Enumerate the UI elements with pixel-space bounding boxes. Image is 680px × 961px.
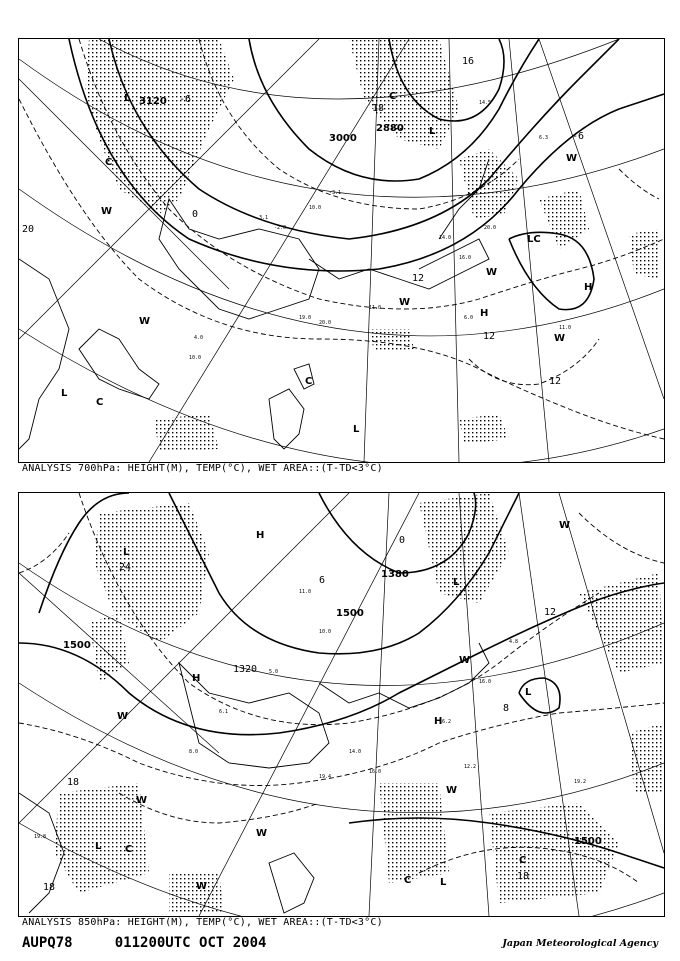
svg-text:19.4: 19.4 <box>319 774 332 780</box>
svg-text:5.0: 5.0 <box>269 669 279 675</box>
center-marker: C <box>105 157 113 168</box>
svg-text:16.2: 16.2 <box>439 719 452 725</box>
temp-label: 12 <box>412 273 425 284</box>
center-marker: C <box>389 91 397 102</box>
svg-text:20.0: 20.0 <box>319 320 332 326</box>
center-marker: L <box>453 577 460 588</box>
temp-label: 12 <box>483 331 496 342</box>
height-label: 3120 <box>139 96 167 107</box>
svg-text:11.0: 11.0 <box>559 325 572 331</box>
height-label: 1320 <box>233 664 258 675</box>
center-marker: H <box>256 530 265 541</box>
temp-label: 6 <box>319 575 326 586</box>
svg-text:10.0: 10.0 <box>309 205 322 211</box>
height-label: 2880 <box>376 123 404 134</box>
svg-text:6.3: 6.3 <box>539 135 549 141</box>
center-marker: W <box>196 881 208 892</box>
center-marker: L <box>353 424 360 435</box>
caption-850hpa: ANALYSIS 850hPa: HEIGHT(M), TEMP(°C), WET AREA::(T-TD<3°C) <box>22 917 383 928</box>
svg-text:20.0: 20.0 <box>484 225 497 231</box>
map-panel-850hpa <box>18 492 665 917</box>
center-marker: W <box>559 520 571 531</box>
temp-label: 16 <box>462 56 475 67</box>
center-marker: H <box>584 282 593 293</box>
center-marker: L <box>123 547 130 558</box>
svg-text:14.0: 14.0 <box>349 749 362 755</box>
svg-text:11.0: 11.0 <box>369 305 382 311</box>
svg-text:4.8: 4.8 <box>509 639 519 645</box>
weather-chart-700hpa <box>19 39 664 462</box>
center-marker: W <box>139 316 151 327</box>
temp-label: 8 <box>503 703 510 714</box>
center-marker: W <box>486 267 498 278</box>
svg-text:16.0: 16.0 <box>479 679 492 685</box>
svg-text:19.8: 19.8 <box>34 834 47 840</box>
center-marker: W <box>446 785 458 796</box>
weather-chart-850hpa <box>19 493 664 916</box>
center-marker: LC <box>527 234 541 245</box>
center-marker: W <box>136 795 148 806</box>
temp-label: 0 <box>192 209 199 220</box>
temp-label: 24 <box>119 562 132 573</box>
height-label: 1380 <box>381 569 409 580</box>
center-marker: L <box>429 126 436 137</box>
center-marker: C <box>125 844 133 855</box>
center-marker: W <box>459 655 471 666</box>
svg-text:12.2: 12.2 <box>464 764 477 770</box>
svg-text:14.0: 14.0 <box>439 235 452 241</box>
svg-text:16.0: 16.0 <box>459 255 472 261</box>
agency-credit: Japan Meteorological Agency <box>502 938 658 949</box>
center-marker: H <box>434 716 443 727</box>
svg-text:4.0: 4.0 <box>194 335 204 341</box>
center-marker: W <box>554 333 566 344</box>
center-marker: W <box>101 206 113 217</box>
svg-text:6.1: 6.1 <box>219 709 229 715</box>
center-marker: H <box>192 673 201 684</box>
map-panel-700hpa <box>18 38 665 463</box>
bulletin-datetime: 011200UTC OCT 2004 <box>114 935 267 951</box>
svg-text:11.0: 11.0 <box>299 589 312 595</box>
center-marker: W <box>399 297 411 308</box>
temp-label: 12 <box>544 607 557 618</box>
center-marker: W <box>117 711 129 722</box>
height-label: 1500 <box>574 836 602 847</box>
wet-areas <box>54 493 664 913</box>
svg-text:-2.0: -2.0 <box>274 225 287 231</box>
temp-label: 18 <box>372 103 385 114</box>
svg-text:14.5: 14.5 <box>479 100 492 106</box>
temp-label: 0 <box>399 535 406 546</box>
center-marker: W <box>256 828 268 839</box>
svg-text:8.0: 8.0 <box>189 749 199 755</box>
center-marker: W <box>566 153 578 164</box>
svg-text:19.0: 19.0 <box>299 315 312 321</box>
height-label: 20 <box>22 224 35 235</box>
height-label: 1500 <box>63 640 91 651</box>
svg-text:6.0: 6.0 <box>464 315 474 321</box>
center-marker: C <box>305 376 313 387</box>
bulletin-header <box>22 935 266 951</box>
height-label: 3000 <box>329 133 357 144</box>
temp-label: 12 <box>549 376 562 387</box>
svg-text:10.0: 10.0 <box>189 355 202 361</box>
center-marker: L <box>525 687 532 698</box>
temp-label: -6 <box>179 94 192 105</box>
caption-700hpa: ANALYSIS 700hPa: HEIGHT(M), TEMP(°C), WET AREA::(T-TD<3°C) <box>22 463 383 474</box>
center-marker: L <box>440 877 447 888</box>
bulletin-code: AUPQ78 <box>22 935 73 951</box>
svg-text:19.2: 19.2 <box>574 779 587 785</box>
center-marker: L <box>124 93 131 104</box>
svg-text:16.0: 16.0 <box>369 769 382 775</box>
temp-label: 18 <box>517 871 530 882</box>
center-marker: L <box>95 841 102 852</box>
temp-label: 18 <box>67 777 80 788</box>
center-marker: C <box>519 855 527 866</box>
svg-text:-3.1: -3.1 <box>329 190 342 196</box>
center-marker: H <box>480 308 489 319</box>
temp-label: 18 <box>43 882 56 893</box>
station-plots <box>189 100 571 361</box>
center-marker: C <box>96 397 104 408</box>
center-marker: L <box>61 388 68 399</box>
svg-text:10.0: 10.0 <box>319 629 332 635</box>
center-marker: C <box>404 875 412 886</box>
height-label: 1500 <box>336 608 364 619</box>
svg-text:3.1: 3.1 <box>259 215 269 221</box>
temp-label: -6 <box>572 131 585 142</box>
coastlines <box>19 159 489 449</box>
